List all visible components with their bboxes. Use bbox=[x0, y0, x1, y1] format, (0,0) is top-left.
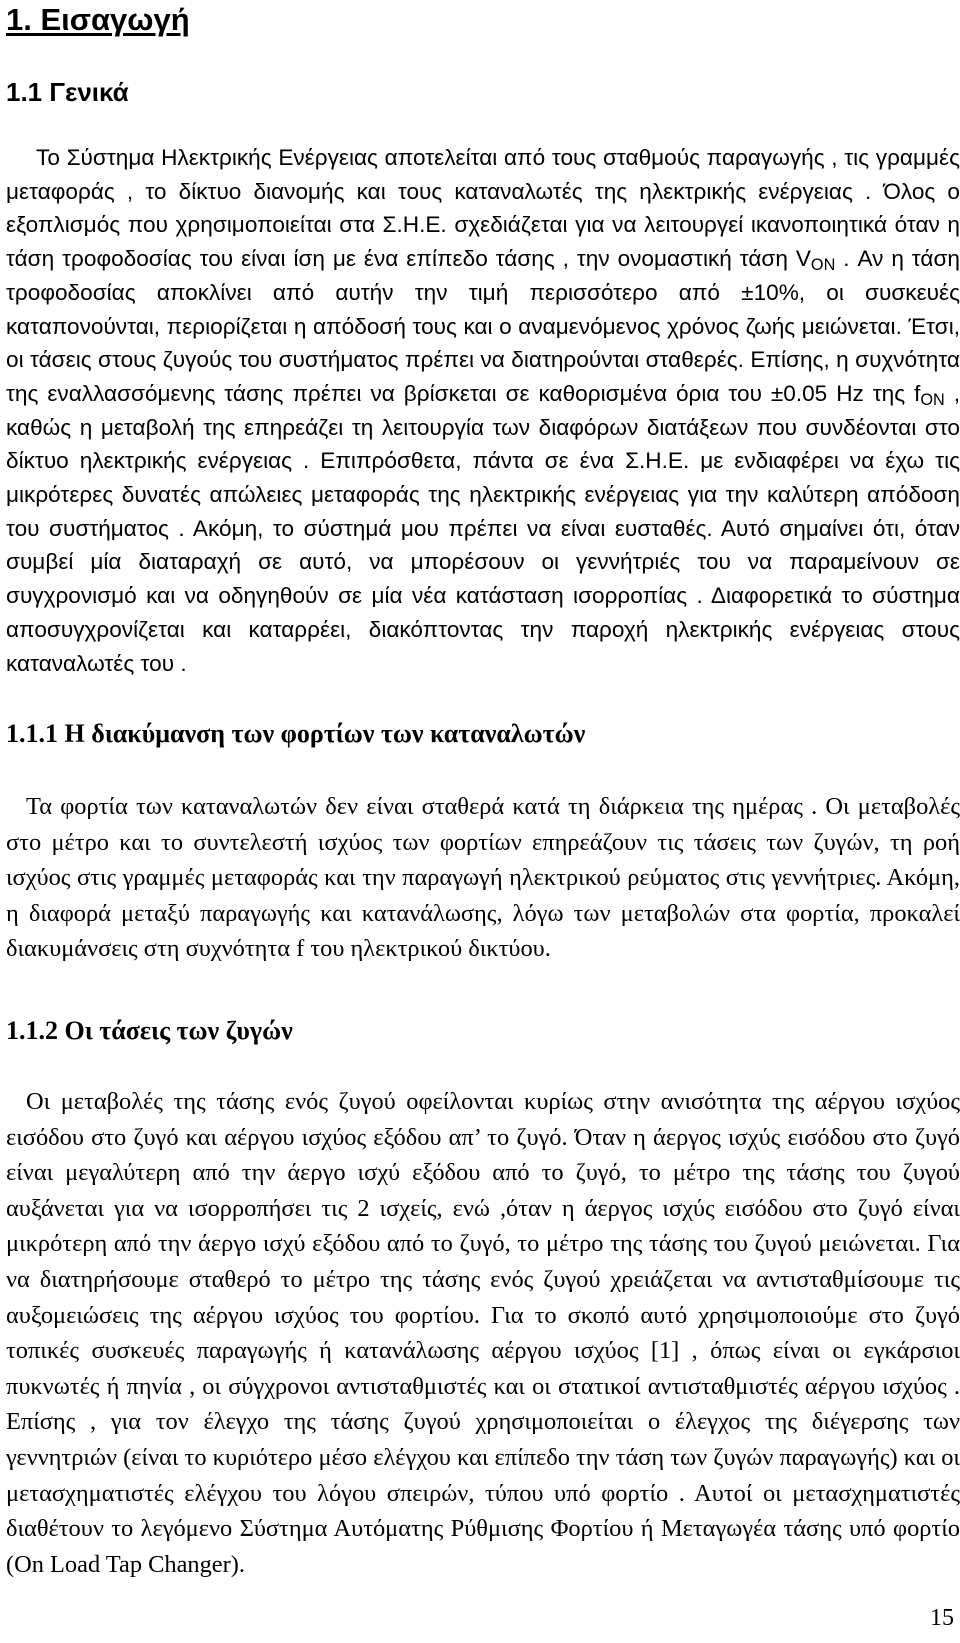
paragraph-text-part1: Το Σύστημα Ηλεκτρικής Ενέργειας αποτελείται από τους σταθμούς παραγωγής , τις γραμμές μεταφοράς , το δίκτυο διανομής και τους καταναλωτές της ηλεκτρικής ενέργειας . Όλος ο εξοπλισμός που χρησιμοποιείται στα Σ.Η.Ε. σχεδιάζεται για να λειτουργεί ικανοποιητικά όταν η τάση τροφοδοσίας του είναι ίση με ένα επίπεδο τάσης , την ονομαστική τάση V bbox=[6, 145, 960, 272]
subscript-on: ON bbox=[920, 390, 945, 409]
section-1-1-1-paragraph bbox=[6, 789, 960, 967]
paragraph-text-part3: , καθώς η μεταβολή της επηρεάζει τη λειτουργία των διαφόρων διατάξεων που συνδέονται στο δίκτυο ηλεκτρικής ενέργειας . Επιπρόσθετα, πάντα σε ένα Σ.Η.Ε. με ενδιαφέρει να έχω τις μικρότερες δυνατές απώλειες μεταφοράς της ηλεκτρικής ενέργειας για την καλύτερη απόδοση του συστήματος . Ακόμη, το σύστημά μου πρέπει να είναι ευσταθές. Αυτό σημαίνει ότι, όταν συμβεί μία διαταραχή σε αυτό, να μπορέσουν οι γεννήτριές του να παραμείνουν σε συγχρονισμό και να οδηγηθούν σε μία νέα κατάσταση ισορροπίας . Διαφορετικά το σύστημα αποσυγχρονίζεται και καταρρέει, διακόπτοντας την παροχή ηλεκτρικής ενέργειας στους καταναλωτές του . bbox=[6, 380, 960, 676]
section-1-1-2-paragraph bbox=[6, 1084, 960, 1582]
section-heading-1-1: 1.1 Γενικά bbox=[6, 77, 129, 107]
section-heading-1-1-1: 1.1.1 Η διακύμανση των φορτίων των καταναλωτών bbox=[6, 719, 586, 748]
section-1-1-paragraph bbox=[6, 141, 960, 680]
page-number: 15 bbox=[930, 1605, 954, 1631]
subscript-on: ON bbox=[810, 256, 836, 275]
paragraph-text: Οι μεταβολές της τάσης ενός ζυγού οφείλονται κυρίως στην ανισότητα της αέργου ισχύος εισόδου στο ζυγό και αέργου ισχύος εξόδου απ’ το ζυγό. Όταν η άεργος ισχύς εισόδου στο ζυγό είναι μεγαλύτερη από την άεργο ισχύ εξόδου από το ζυγό, το μέτρο της τάσης του ζυγού αυξάνεται για να ισορροπήσει τις 2 ισχείς, ενώ ,όταν η άεργος ισχύς εισόδου στο ζυγό είναι μικρότερη από την άεργο ισχύ εξόδου από το ζυγό, το μέτρο της τάσης του ζυγού μειώνεται. Για να διατηρήσουμε σταθερό το μέτρο της τάσης ενός ζυγού χρειάζεται να αντισταθμίσουμε τις αυξομειώσεις της αέργου ισχύος του φορτίου. Για το σκοπό αυτό χρησιμοποιούμε στο ζυγό τοπικές συσκευές παραγωγής ή κατανάλωσης αέργου ισχύος [1] , όπως είναι οι εγκάρσιοι πυκνωτές ή πηνία , οι σύγχρονοι αντισταθμιστές και οι στατικοί αντισταθμιστές αέργου ισχύος . Επίσης , για τον έλεγχο της τάσης ζυγού χρησιμοποιείται ο έλεγχος της διέγερσης των γεννητριών (είναι το κυριότερο μέσο ελέγχου και επίπεδο την τάση των ζυγών παραγωγής) και οι μετασχηματιστές ελέγχου του λόγου σπειρών, τύπου υπό φορτίο . Αυτοί οι μετασχηματιστές διαθέτουν το λεγόμενο Σύστημα Αυτόματης Ρύθμισης Φορτίου ή Μεταγωγέα τάσης υπό φορτίο (On Load Tap Changer). bbox=[6, 1088, 960, 1578]
chapter-heading: 1. Εισαγωγή bbox=[6, 2, 190, 37]
paragraph-text-part2: . Αν η τάση τροφοδοσίας αποκλίνει από αυτήν την τιμή περισσότερο από ±10%, οι συσκευές καταπονούνται, περιορίζεται η απόδοσή τους και ο αναμενόμενος χρόνος ζωής μειώνεται. Έτσι, οι τάσεις στους ζυγούς του συστήματος πρέπει να διατηρούνται σταθερές. Επίσης, η συχνότητα της εναλλασσόμενης τάσης πρέπει να βρίσκεται σε καθορισμένα όρια του ±0.05 Hz της f bbox=[6, 246, 960, 406]
section-heading-1-1-2: 1.1.2 Οι τάσεις των ζυγών bbox=[6, 1016, 293, 1045]
paragraph-text: Τα φορτία των καταναλωτών δεν είναι σταθερά κατά τη διάρκεια της ημέρας . Οι μεταβολές στο μέτρο και το συντελεστή ισχύος των φορτίων επηρεάζουν τις τάσεις των ζυγών, τη ροή ισχύος στις γραμμές μεταφοράς και την παραγωγή ηλεκτρικού ρεύματος στις γεννήτριες. Ακόμη, η διαφορά μεταξύ παραγωγής και κατανάλωσης, λόγω των μεταβολών στα φορτία, προκαλεί διακυμάνσεις στη συχνότητα f του ηλεκτρικού δικτύου. bbox=[6, 793, 960, 963]
